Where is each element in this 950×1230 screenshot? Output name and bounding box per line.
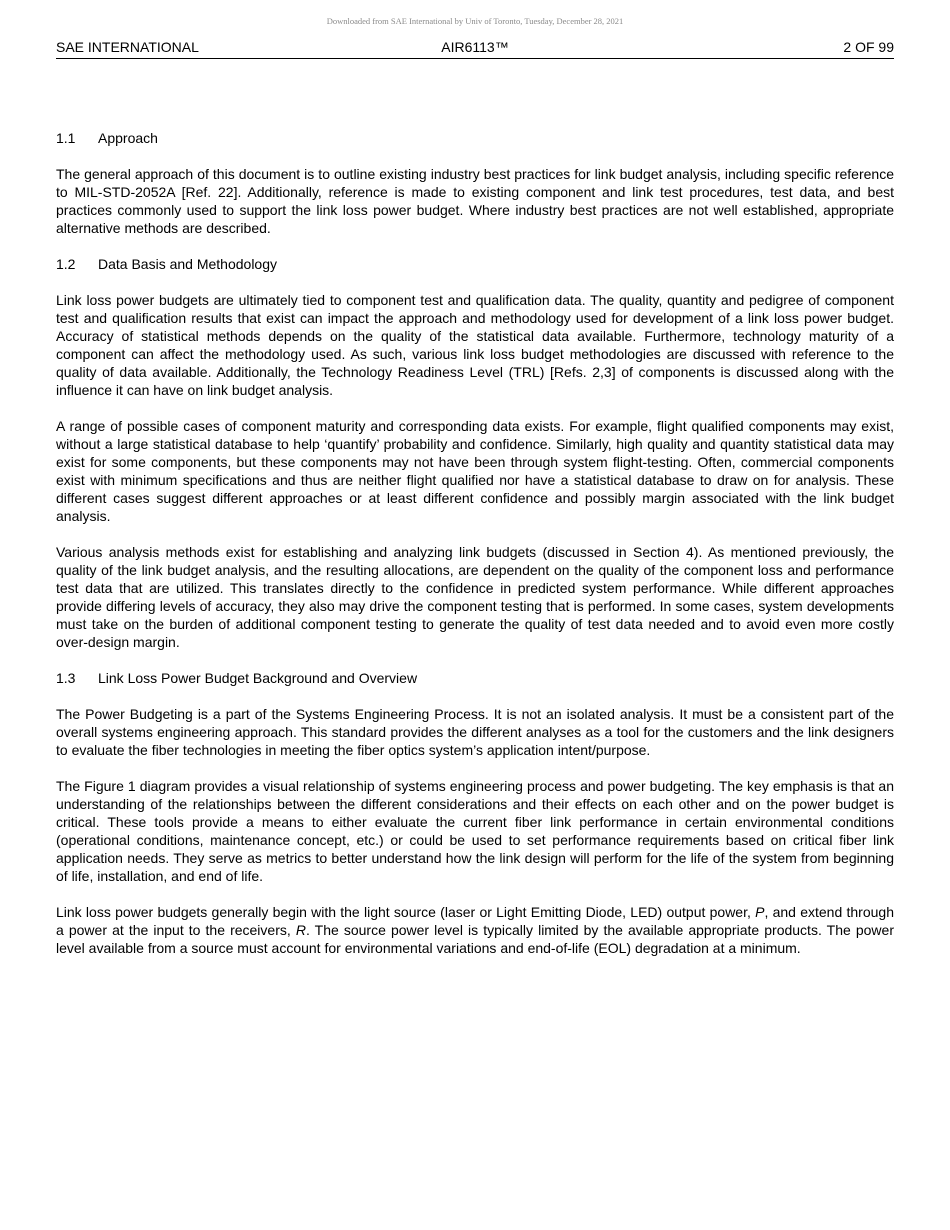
header-page-indicator: 2 OF 99 bbox=[843, 39, 894, 55]
text-run: Link loss power budgets generally begin with the light source (laser or Light Emitting Diode, LED) output power, bbox=[56, 904, 756, 920]
section-number: 1.3 bbox=[56, 670, 76, 686]
download-notice: Downloaded from SAE International by Univ of Toronto, Tuesday, December 28, 2021 bbox=[326, 16, 624, 26]
section-title: Link Loss Power Budget Background and Overview bbox=[98, 670, 418, 686]
paragraph: A range of possible cases of component maturity and corresponding data exists. For example, flight qualified components may exist, without a large statistical database to help ‘quantify’ probability and confidence. Similarly, high quality and quantity statistical data may exist for some components, but these components may not have been through system flight-testing. Often, commercial components exist with minimum specifications and thus are neither flight qualified nor have a statistical database to draw on for analysis. These different cases suggest different approaches or at least different confidence and possibly margin associated with the link budget analysis. bbox=[56, 418, 894, 524]
section-title: Data Basis and Methodology bbox=[98, 256, 277, 272]
paragraph: The Power Budgeting is a part of the Systems Engineering Process. It is not an isolated analysis. It must be a consistent part of the overall systems engineering approach. This standard provides the different analyses as a tool for the customers and the link designers to evaluate the fiber technologies in meeting the fiber optics system’s application intent/purpose. bbox=[56, 706, 894, 758]
text-run: . The source power level is typically limited by the available appropriate products. The power level available from a source must account for environmental variations and end-of-life (EOL) degradation at a minimum. bbox=[56, 922, 894, 956]
section-number: 1.2 bbox=[56, 256, 76, 272]
text-run: , and extend through a power at the input to the receivers, bbox=[56, 904, 894, 938]
paragraph: Various analysis methods exist for establishing and analyzing link budgets (discussed in Section 4). As mentioned previously, the quality of the link budget analysis, and the resulting allocations, are dependent on the quality of the component loss and performance test data that are utilized. This translates directly to the confidence in predicted system performance. While different approaches provide differing levels of accuracy, they also may drive the component testing that is performed. In some cases, system developments must take on the burden of additional component testing to generate the quality of test data needed and to avoid even more costly over-design margin. bbox=[56, 544, 894, 650]
paragraph: Link loss power budgets are ultimately tied to component test and qualification data. The quality, quantity and pedigree of component test and qualification results that exist can impact the approach and methodology used for development of a link loss power budget. Accuracy of statistical methods depends on the quality of the statistical data available. Furthermore, technology maturity of a component can affect the methodology used. As such, various link loss budget methodologies are discussed with reference to the quality of data available. Additionally, the Technology Readiness Level (TRL) [Refs. 2,3] of components is discussed along with the influence it can have on link budget analysis. bbox=[56, 292, 894, 398]
section-number: 1.1 bbox=[56, 130, 76, 146]
page-header bbox=[56, 39, 894, 59]
header-document-id: AIR6113™ bbox=[441, 39, 509, 55]
section-title: Approach bbox=[98, 130, 158, 146]
section-heading-approach bbox=[56, 129, 894, 147]
variable-r: R bbox=[295, 922, 306, 938]
header-organization: SAE INTERNATIONAL bbox=[56, 39, 199, 55]
paragraph: The Figure 1 diagram provides a visual relationship of systems engineering process and power budgeting. The key emphasis is that an understanding of the relationships between the different considerations and their effects on each other and on the power budget is critical. These tools provide a means to either evaluate the current fiber link performance in certain environmental conditions (operational conditions, maintenance concept, etc.) or could be used to set performance requirements based on critical fiber link application needs. They serve as metrics to better understand how the link design will perform for the life of the system from beginning of life, installation, and end of life. bbox=[56, 778, 894, 884]
section-heading-link-loss-overview bbox=[56, 669, 894, 687]
document-body bbox=[56, 129, 894, 975]
variable-p: P bbox=[755, 904, 765, 920]
paragraph: The general approach of this document is to outline existing industry best practices for link budget analysis, including specific reference to MIL-STD-2052A [Ref. 22]. Additionally, reference is made to existing component and link test procedures, test data, and best practices commonly used to support the link loss power budget. Where industry best practices are not well established, appropriate alternative methods are described. bbox=[56, 166, 894, 236]
paragraph-power-source bbox=[56, 903, 894, 957]
section-heading-data-basis bbox=[56, 255, 894, 273]
